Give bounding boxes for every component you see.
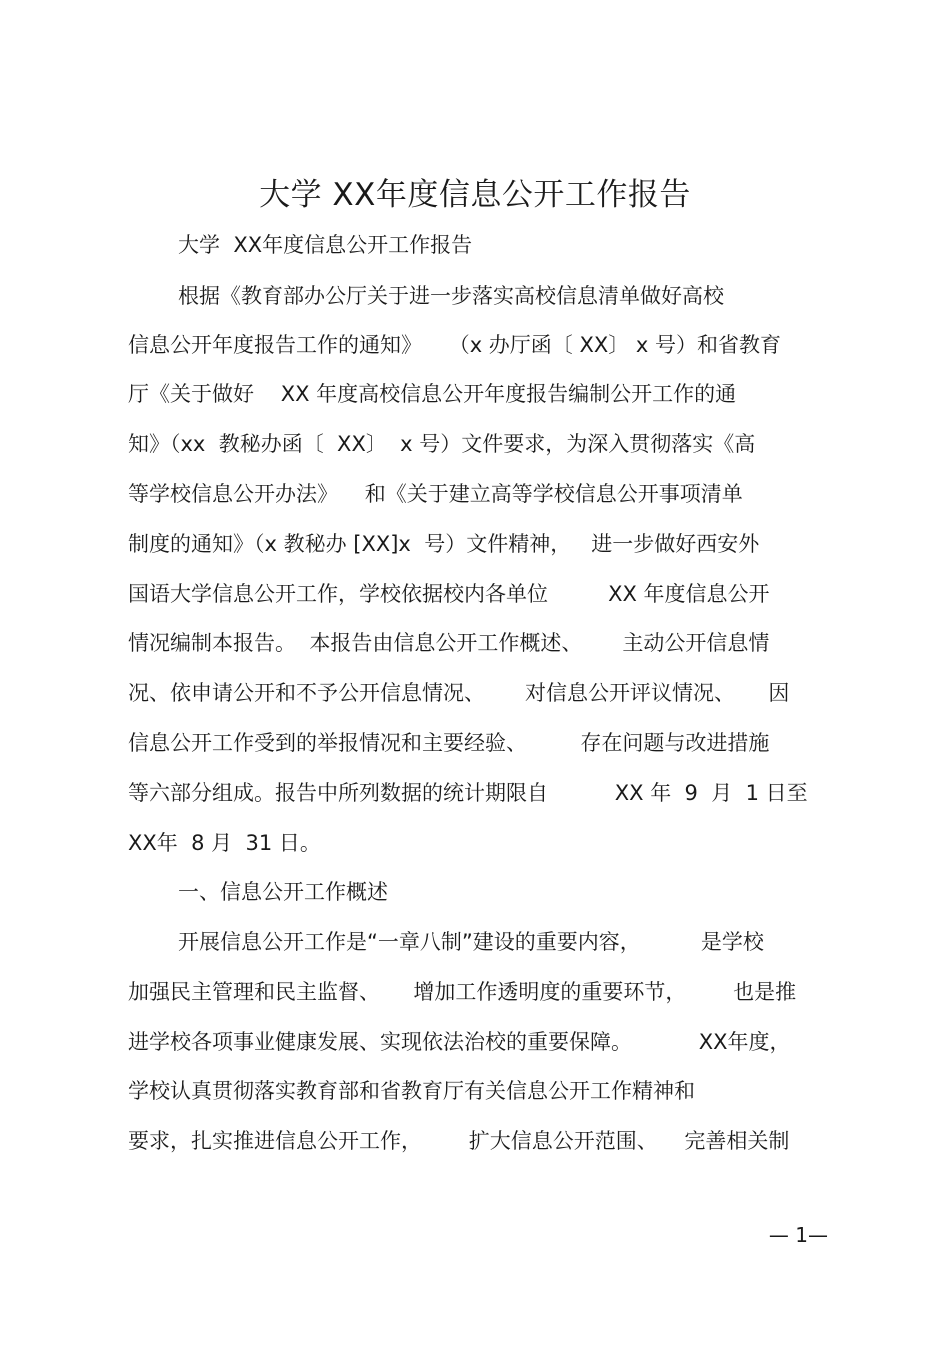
paragraph-line: XX年 8 月 31 日。 bbox=[128, 831, 321, 855]
page-number: — 1— bbox=[768, 1223, 828, 1247]
subtitle-line: 大学 XX年度信息公开工作报告 bbox=[178, 233, 473, 257]
paragraph-line: 知》（xx 教秘办函〔 XX〕 x 号）文件要求，为深入贯彻落实《高 bbox=[128, 432, 756, 456]
paragraph-line: 根据《教育部办公厅关于进一步落实高校信息清单做好高校 bbox=[178, 284, 724, 308]
paragraph-line: 况、依申请公开和不予公开信息情况、 对信息公开评议情况、 因 bbox=[128, 681, 790, 705]
paragraph-line: 开展信息公开工作是“一章八制”建设的重要内容， 是学校 bbox=[178, 930, 764, 954]
section-heading: 一、信息公开工作概述 bbox=[178, 880, 388, 904]
paragraph-line: 信息公开工作受到的举报情况和主要经验、 存在问题与改进措施 bbox=[128, 731, 770, 755]
paragraph-line: 厅《关于做好 XX 年度高校信息公开年度报告编制公开工作的通 bbox=[128, 382, 737, 406]
document-title: 大学 XX年度信息公开工作报告 bbox=[259, 177, 691, 213]
paragraph-line: 制度的通知》（x 教秘办 [XX]x 号）文件精神， 进一步做好西安外 bbox=[128, 532, 760, 556]
paragraph-line: 情况编制本报告。 本报告由信息公开工作概述、 主动公开信息情 bbox=[128, 631, 770, 655]
paragraph-line: 等学校信息公开办法》 和《关于建立高等学校信息公开事项清单 bbox=[128, 482, 743, 506]
paragraph-line: 信息公开年度报告工作的通知》 （x 办厅函〔 XX〕 x 号）和省教育 bbox=[128, 333, 782, 357]
paragraph-line: 等六部分组成。报告中所列数据的统计期限自 XX 年 9 月 1 日至 bbox=[128, 781, 808, 805]
paragraph-line: 要求，扎实推进信息公开工作， 扩大信息公开范围、 完善相关制 bbox=[128, 1129, 790, 1153]
paragraph-line: 国语大学信息公开工作，学校依据校内各单位 XX 年度信息公开 bbox=[128, 582, 770, 606]
paragraph-line: 加强民主管理和民主监督、 增加工作透明度的重要环节， 也是推 bbox=[128, 980, 797, 1004]
paragraph-line: 学校认真贯彻落实教育部和省教育厅有关信息公开工作精神和 bbox=[128, 1079, 695, 1103]
paragraph-line: 进学校各项事业健康发展、实现依法治校的重要保障。 XX年度， bbox=[128, 1030, 791, 1054]
